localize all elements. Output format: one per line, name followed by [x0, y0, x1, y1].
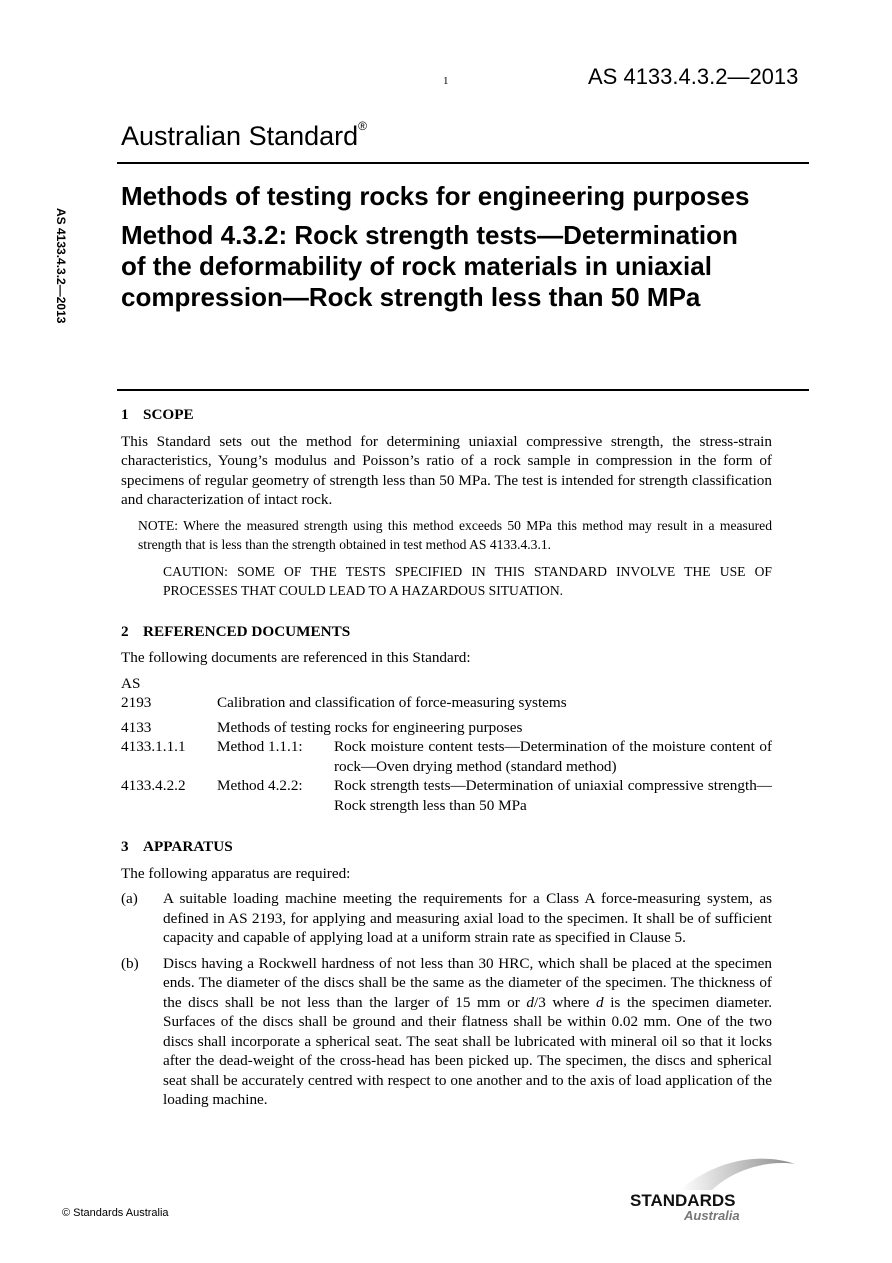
title-block — [121, 181, 761, 313]
standard-number: AS 4133.4.3.2—2013 — [588, 64, 799, 89]
section-scope — [121, 405, 772, 600]
section-number: 2 — [121, 622, 129, 640]
ref-row — [121, 718, 772, 738]
list-text: Discs having a Rockwell hardness of not less than 30 HRC, which shall be placed at the specimen ends. The diameter of the discs shall be the same as the diameter of the specimen. The thickness of the discs shall be not less than the larger of 15 mm or d/3 where d is the specimen diameter. Surfaces of the discs shall be ground and their flatness shall be within 0.02 mm. One of the two discs shall incorporate a spherical seat. The seat shall be lubricated with mineral oil so that it locks after the dead-weight of the cross-head has been picked up. The specimen, the discs and spherical seat shall be accurately centred with respect to one another and to the axis of load application of the loading machine. — [163, 954, 773, 1108]
list-item — [121, 954, 772, 1110]
ref-row — [121, 693, 772, 713]
ref-method: Method 1.1.1: — [217, 738, 303, 755]
logo-text-standards: STANDARDS — [630, 1191, 736, 1210]
section-heading — [121, 405, 772, 425]
section-heading — [121, 837, 772, 857]
ref-code: 4133 — [121, 718, 152, 736]
page-number: 1 — [443, 75, 449, 87]
registered-mark: ® — [358, 119, 367, 133]
section-title: REFERENCED DOCUMENTS — [143, 622, 351, 640]
title-method: Method 4.3.2: Rock strength tests—Determination of the deformability of rock materials in uniaxial compression—Rock strength less than 50 MPa — [121, 220, 738, 312]
section-number: 1 — [121, 406, 129, 423]
title-rule — [117, 389, 809, 391]
list-text: A suitable loading machine meeting the requirements for a Class A force-measuring system, as defined in AS 2193, for applying and measuring axial load to the specimen. It shall be of sufficient capacity and capable of applying load at a uniform strain rate as specified in Clause 5. — [163, 890, 772, 946]
caution-text: CAUTION: SOME OF THE TESTS SPECIFIED IN THIS STANDARD INVOLVE THE USE OF PROCESSES THAT COULD LEAD TO A HAZARDOUS SITUATION. — [163, 563, 772, 598]
ref-code: 2193 — [121, 694, 152, 711]
section-referenced-documents — [121, 622, 772, 816]
list-label: (a) — [121, 890, 138, 907]
section-heading — [121, 622, 772, 642]
document-body — [121, 405, 772, 1132]
refs-group-label: AS — [121, 674, 141, 692]
refs-intro: The following documents are referenced in this Standard: — [121, 649, 471, 666]
logo-swoosh — [680, 1159, 795, 1190]
copyright-notice: © Standards Australia — [62, 1207, 169, 1219]
section-apparatus — [121, 837, 772, 1110]
ref-row — [121, 737, 772, 776]
standard-type-label: Australian Standard — [121, 121, 359, 151]
title-main: Methods of testing rocks for engineering purposes — [121, 181, 750, 211]
ref-title: Calibration and classification of force-measuring systems — [217, 694, 567, 711]
logo-text-australia: Australia — [684, 1208, 740, 1222]
side-standard-number: AS 4133.4.3.2—2013 — [54, 208, 68, 324]
ref-code: 4133.4.2.2 — [121, 777, 186, 794]
section-title: SCOPE — [143, 406, 194, 423]
standard-type — [121, 121, 367, 152]
list-label: (b) — [121, 954, 139, 972]
ref-row — [121, 776, 772, 815]
section-number: 3 — [121, 838, 129, 855]
ref-method: Method 4.2.2: — [217, 777, 303, 794]
section-title: APPARATUS — [143, 838, 233, 855]
list-item — [121, 889, 772, 948]
ref-title: Methods of testing rocks for engineering purposes — [217, 718, 523, 736]
ref-code: 4133.1.1.1 — [121, 738, 186, 755]
standards-australia-logo — [620, 1150, 800, 1222]
header-rule — [117, 162, 809, 164]
scope-note: NOTE: Where the measured strength using this method exceeds 50 MPa this method may result in a measured strength that is less than the strength obtained in test method AS 4133.4.3.1. — [138, 517, 772, 552]
ref-title: Rock moisture content tests—Determination of the moisture content of rock—Oven drying method (standard method) — [334, 738, 772, 775]
ref-title: Rock strength tests—Determination of uniaxial compressive strength—Rock strength less than 50 MPa — [334, 777, 772, 814]
scope-paragraph: This Standard sets out the method for determining uniaxial compressive strength, the stress-strain characteristics, Young’s modulus and Poisson’s ratio of a rock sample in compression in the form of specimens of regular geometry of strength less than 50 MPa. The test is intended for strength classification and characterization of intact rock. — [121, 432, 772, 508]
apparatus-intro: The following apparatus are required: — [121, 864, 351, 882]
